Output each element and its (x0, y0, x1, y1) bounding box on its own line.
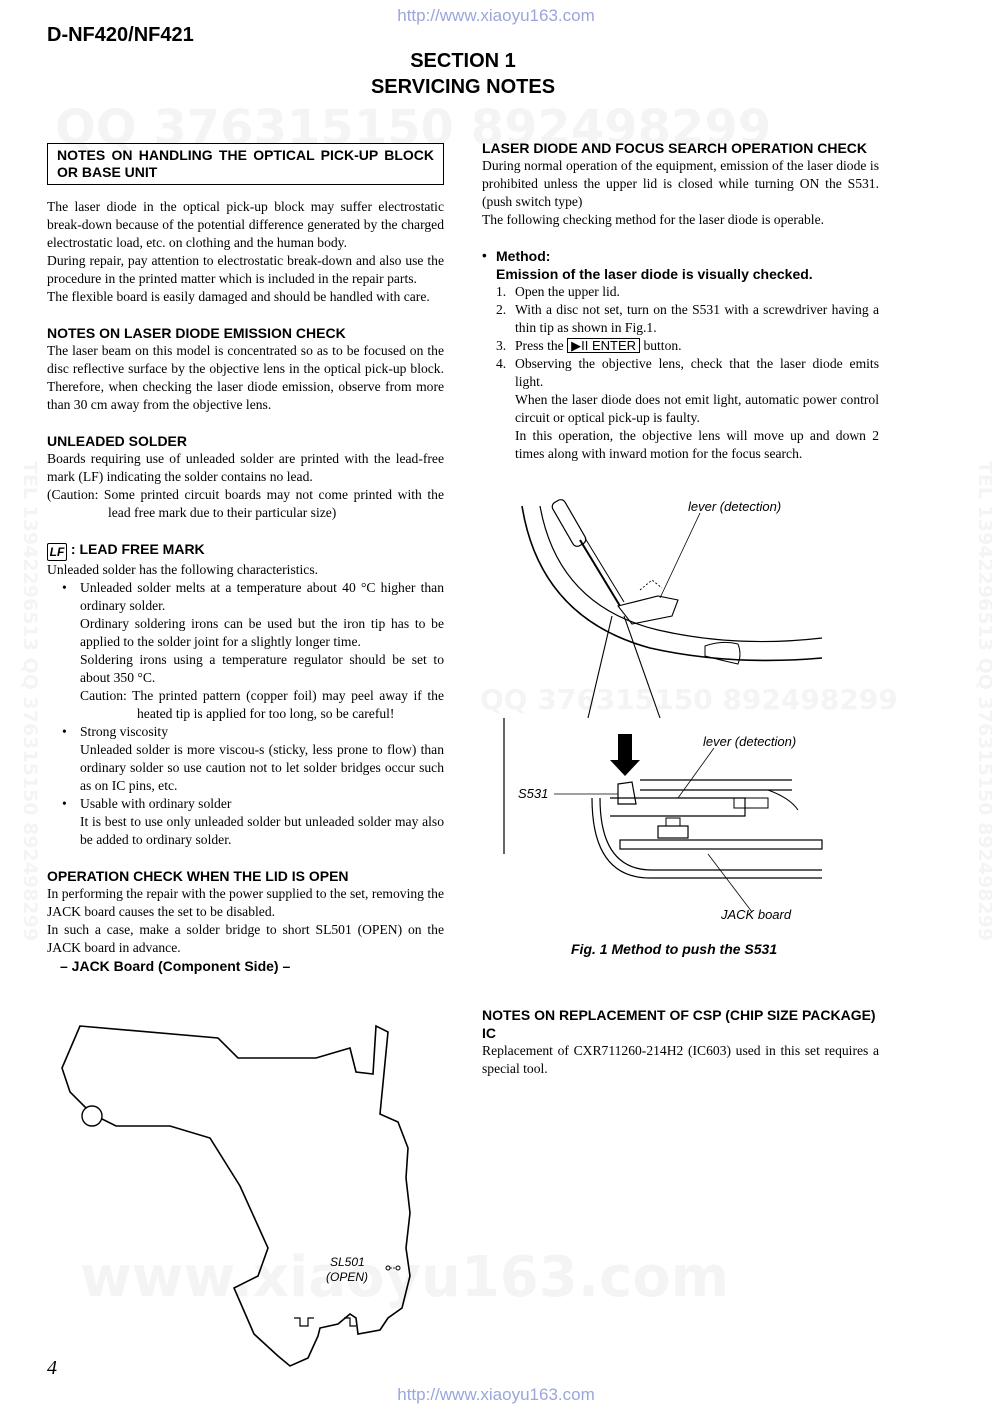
lid-open-paragraph-2: In such a case, make a solder bridge to short SL501 (OPEN) on the JACK board in advance. (47, 922, 444, 955)
url-bottom[interactable]: http://www.xiaoyu163.com (397, 1385, 595, 1404)
section-title: SERVICING NOTES (370, 76, 556, 98)
jack-board-label: JACK board (721, 907, 792, 922)
csp-section (482, 1006, 879, 1078)
method-steps (482, 283, 879, 463)
jack-board-caption: – JACK Board (Component Side) – (60, 958, 291, 974)
url-top[interactable]: http://www.xiaoyu163.com (397, 6, 595, 25)
focus-search-paragraph-2: The following checking method for the laser diode is operable. (482, 212, 825, 227)
method-heading: Method: (496, 248, 551, 264)
solder-characteristics-list (47, 579, 444, 849)
list-item (80, 795, 444, 849)
csp-paragraph: Replacement of CXR711260-214H2 (IC603) used in this set requires a special tool. (482, 1043, 879, 1076)
bullet1-caution: Caution: The printed pattern (copper foil) may peel away if the heated tip is applied for too long, so be careful! (80, 688, 444, 721)
handling-paragraph-1: The laser diode in the optical pick-up block may suffer electrostatic break-down because of the potential difference generated by the charged electrostatic load, etc. on clothing and the human body. (47, 199, 444, 250)
handling-paragraph-2: During repair, pay attention to electrostatic break-down and also use the procedure in the printed matter which is included in the repair parts. (47, 253, 444, 286)
sl501-open-label: (OPEN) (326, 1270, 368, 1284)
bullet1-line-c: Soldering irons using a temperature regulator should be set to about 350 °C. (80, 652, 444, 685)
lid-open-heading: OPERATION CHECK WHEN THE LID IS OPEN (47, 868, 349, 884)
page-number: 4 (47, 1357, 57, 1379)
focus-search-heading: LASER DIODE AND FOCUS SEARCH OPERATION CHECK (482, 140, 868, 156)
figure-1-diagram (500, 498, 830, 918)
list-item: 2. With a disc not set, turn on the S531 with a screwdriver having a thin tip as shown in Fig.1. (496, 302, 879, 335)
s531-label: S531 (518, 786, 549, 801)
handling-box-title: NOTES ON HANDLING THE OPTICAL PICK-UP BLOCK OR BASE UNIT (47, 143, 444, 185)
section-number: SECTION 1 (410, 50, 516, 72)
jack-board-outline (58, 1018, 418, 1378)
figure-1-caption: Fig. 1 Method to push the S531 (571, 941, 778, 957)
lead-free-title: : LEAD FREE MARK (70, 541, 205, 557)
bullet2-line-a: • Strong viscosity (80, 724, 168, 739)
bullet3-line-a: • Usable with ordinary solder (80, 796, 232, 811)
bullet3-line-b: It is best to use only unleaded solder but unleaded solder may also be added to ordinary solder. (80, 814, 444, 847)
lid-open-paragraph-1: In performing the repair with the power supplied to the set, removing the JACK board causes the set to be disabled. (47, 886, 444, 919)
watermark-tel-right (974, 461, 992, 941)
bullet1-line-a: • Unleaded solder melts at a temperature about 40 °C higher than ordinary solder. (80, 580, 444, 613)
emission-heading: NOTES ON LASER DIODE EMISSION CHECK (47, 325, 346, 341)
enter-key-label: ▶II ENTER (567, 338, 640, 353)
watermark-tel-left (19, 461, 41, 941)
csp-heading: NOTES ON REPLACEMENT OF CSP (CHIP SIZE PACKAGE) IC (482, 1007, 876, 1041)
unleaded-caution: (Caution: Some printed circuit boards may not come printed with the lead free mark due to their particular size) (47, 487, 444, 520)
list-item (80, 579, 444, 723)
list-item: 1. Open the upper lid. (496, 284, 620, 299)
bullet1-line-b: Ordinary soldering irons can be used but the iron tip has to be applied to the solder joint for a slightly longer time. (80, 616, 444, 649)
right-column (482, 139, 879, 463)
list-item: 4. Observing the objective lens, check that the laser diode emits light. When the laser diode does not emit light, automatic power control circuit or optical pick-up is faulty. In this operation, the objective lens will move up and down 2 times along with inward motion for the focus search. (496, 356, 879, 461)
emission-paragraph: The laser beam on this model is concentrated so as to be focused on the disc reflective surface by the objective lens in the optical pick-up block. Therefore, when checking the laser diode emission, observe from more than 30 cm away from the objective lens. (47, 343, 444, 412)
method-block (482, 247, 879, 283)
method-subheading: Emission of the laser diode is visually checked. (496, 266, 813, 282)
method-bullet: • (482, 248, 487, 263)
model-title: D-NF420/NF421 (47, 24, 194, 46)
lead-free-intro: Unleaded solder has the following characteristics. (47, 562, 319, 577)
unleaded-heading: UNLEADED SOLDER (47, 433, 188, 449)
left-column (47, 142, 444, 975)
bullet2-line-b: Unleaded solder is more viscou-s (sticky, less prone to flow) than ordinary solder so use caution not to let solder bridges occur such as on IC pins, etc. (80, 742, 444, 793)
lever-detection-label-bottom: lever (detection) (703, 734, 797, 749)
lead-free-heading (47, 540, 444, 561)
focus-search-paragraph-1: During normal operation of the equipment, emission of the laser diode is prohibited unless the upper lid is closed while turning ON the S531. (push switch type) (482, 158, 879, 209)
lever-detection-label-top: lever (detection) (688, 499, 782, 514)
list-item (80, 723, 444, 795)
handling-paragraph-3: The flexible board is easily damaged and should be handled with care. (47, 289, 430, 304)
list-item: 3. Press the ▶II ENTER button. (496, 338, 682, 353)
sl501-label: SL501 (330, 1255, 365, 1269)
unleaded-paragraph: Boards requiring use of unleaded solder are printed with the lead-free mark (LF) indicating the solder contains no lead. (47, 451, 444, 484)
lead-free-mark-icon: LF (47, 543, 67, 561)
